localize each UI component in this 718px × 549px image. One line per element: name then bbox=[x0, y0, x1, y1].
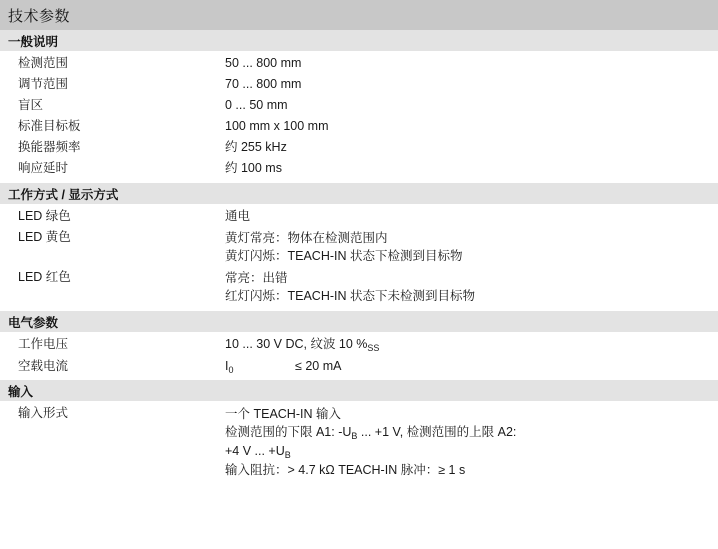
row-value: 约 100 ms bbox=[225, 161, 282, 175]
table-row bbox=[0, 267, 718, 307]
row-value: 100 mm x 100 mm bbox=[225, 119, 329, 133]
subscript: 0 bbox=[228, 365, 234, 375]
row-label: 盲区 bbox=[18, 98, 44, 112]
row-label: LED 绿色 bbox=[18, 209, 71, 223]
section-header-input-label: 输入 bbox=[8, 384, 34, 399]
row-value bbox=[225, 269, 718, 305]
section-header-general bbox=[0, 30, 718, 51]
table-row bbox=[0, 206, 718, 227]
section-header-operation bbox=[0, 183, 718, 204]
row-value-line: 一个 TEACH-IN 输入 bbox=[225, 407, 341, 421]
row-value: 约 255 kHz bbox=[225, 140, 287, 154]
table-row bbox=[0, 116, 718, 137]
table-row bbox=[0, 137, 718, 158]
row-value-line: 输入阻抗：> 4.7 kΩ TEACH-IN 脉冲：≥ 1 s bbox=[225, 463, 466, 477]
table-row bbox=[0, 158, 718, 179]
subscript: B bbox=[351, 431, 358, 441]
row-label: 输入形式 bbox=[18, 406, 69, 420]
row-label: 响应延时 bbox=[18, 161, 69, 175]
row-value-line: 检测范围的下限 A1: $-U_B$ ... +1 V, 检测范围的上限 A2: bbox=[225, 425, 517, 441]
subscript: SS bbox=[367, 343, 380, 353]
row-label: 换能器频率 bbox=[18, 140, 81, 154]
row-value: 10 ... 30 V DC, 纹波 10 $\%_{SS}$ bbox=[225, 337, 380, 353]
row-label: LED 黄色 bbox=[18, 230, 71, 244]
table-row bbox=[0, 227, 718, 267]
row-value: 50 ... 800 mm bbox=[225, 56, 302, 70]
section-header-operation-label: 工作方式 / 显示方式 bbox=[8, 187, 119, 202]
page-title-text: 技术参数 bbox=[8, 7, 71, 25]
row-value-line: 红灯闪烁：TEACH-IN 状态下未检测到目标物 bbox=[225, 289, 476, 303]
row-value: ≤ 20 mA bbox=[295, 359, 342, 373]
row-value bbox=[225, 405, 718, 479]
row-value-line: 黄灯闪烁：TEACH-IN 状态下检测到目标物 bbox=[225, 249, 463, 263]
table-row bbox=[0, 95, 718, 116]
row-value: 70 ... 800 mm bbox=[225, 77, 302, 91]
row-symbol: $I_0$ bbox=[225, 359, 234, 375]
table-row bbox=[0, 74, 718, 95]
table-row bbox=[0, 356, 718, 378]
section-header-electrical-label: 电气参数 bbox=[8, 315, 59, 330]
table-row bbox=[0, 403, 718, 481]
row-value-line: 常亮：出错 bbox=[225, 271, 288, 285]
row-label: 标准目标板 bbox=[18, 119, 81, 133]
row-label: 调节范围 bbox=[18, 77, 69, 91]
row-value bbox=[225, 229, 718, 265]
row-label: 工作电压 bbox=[18, 337, 69, 351]
row-value-line: 黄灯常亮：物体在检测范围内 bbox=[225, 231, 388, 245]
row-value-line: +4 V ... $+U_B$ bbox=[225, 444, 291, 460]
table-row bbox=[0, 334, 718, 356]
row-value: 0 ... 50 mm bbox=[225, 98, 288, 112]
section-header-electrical bbox=[0, 311, 718, 332]
table-row bbox=[0, 53, 718, 74]
row-label: 检测范围 bbox=[18, 56, 69, 70]
row-value: 通电 bbox=[225, 209, 251, 223]
subscript: B bbox=[284, 450, 291, 460]
row-label: 空载电流 bbox=[18, 359, 69, 373]
section-header-input bbox=[0, 380, 718, 401]
page-title bbox=[0, 0, 718, 30]
row-label: LED 红色 bbox=[18, 270, 71, 284]
section-header-general-label: 一般说明 bbox=[8, 34, 59, 49]
